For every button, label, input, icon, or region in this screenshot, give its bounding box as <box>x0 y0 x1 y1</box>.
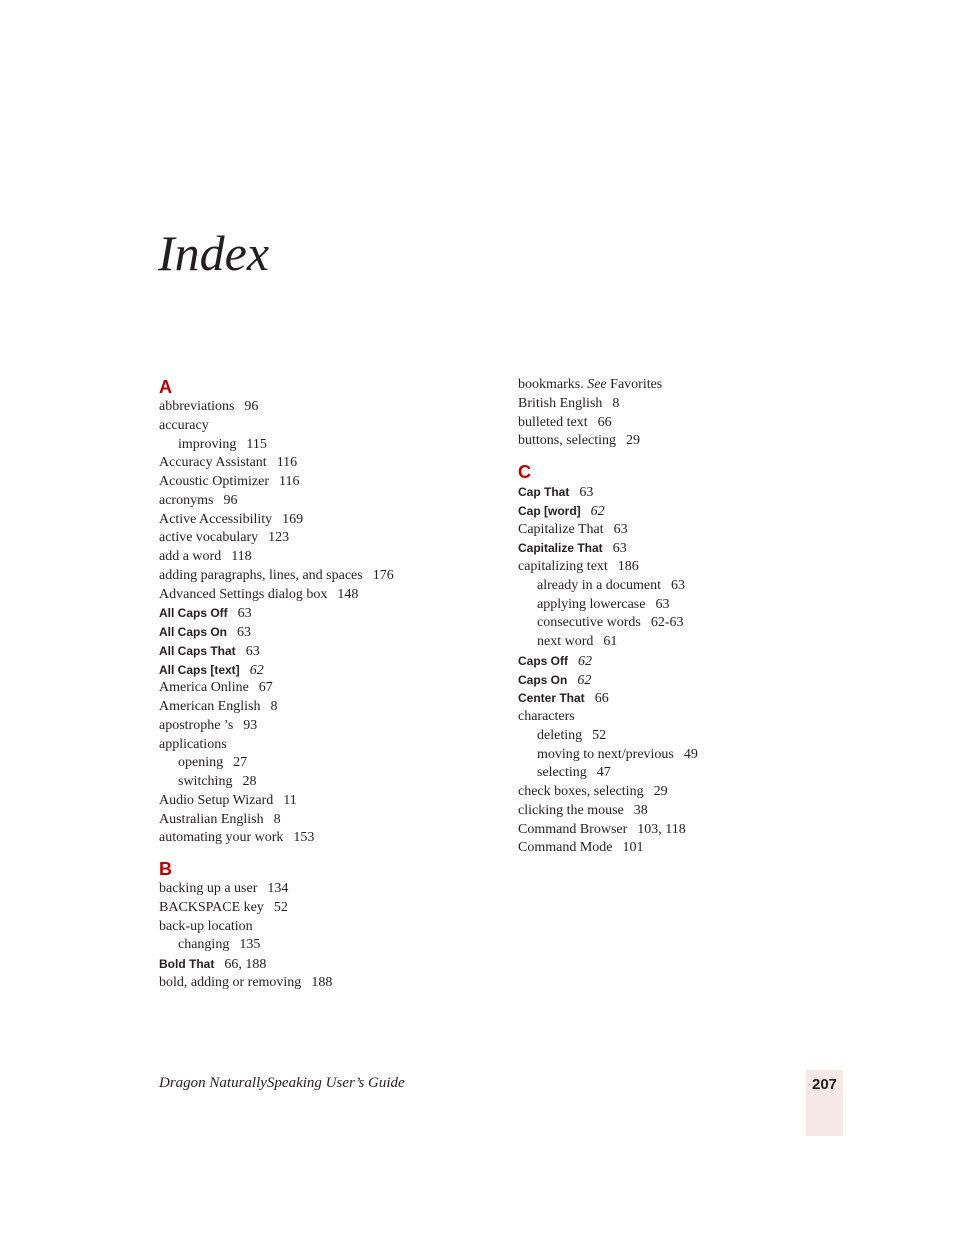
entry-pages: 62 <box>578 653 593 669</box>
entry-term: opening <box>178 755 224 771</box>
page-number: 207 <box>811 1076 838 1093</box>
entry-pages: 62 <box>590 503 605 519</box>
index-entry <box>159 974 489 993</box>
entry-pages: 123 <box>268 530 290 546</box>
entry-term: All Caps [text] <box>159 662 240 677</box>
entry-pages: 29 <box>626 433 640 449</box>
entry-pages: 63 <box>245 643 260 659</box>
entry-pages: 135 <box>239 937 261 953</box>
entry-term: capitalizing text <box>518 559 608 574</box>
entry-pages: 61 <box>603 634 618 649</box>
index-entry <box>159 586 489 605</box>
index-subentry <box>518 614 848 633</box>
see-reference: See <box>587 377 607 392</box>
entry-term: All Caps That <box>159 643 236 658</box>
entry-term: automating your work <box>159 830 284 846</box>
entry-pages: 63 <box>237 606 252 622</box>
index-entry <box>518 708 848 727</box>
index-entry <box>159 473 489 492</box>
index-entry <box>518 502 848 521</box>
entry-term: backing up a user <box>159 881 258 896</box>
entry-term: bold, adding or removing <box>159 974 302 990</box>
index-entry <box>159 918 489 937</box>
entry-term: BACKSPACE key <box>159 899 264 915</box>
index-section <box>159 858 489 993</box>
entry-pages: 118 <box>231 549 252 564</box>
entry-pages: 63 <box>671 577 686 593</box>
index-section <box>159 376 489 848</box>
index-entry <box>518 802 848 821</box>
entry-term: America Online <box>159 680 249 696</box>
entry-term: bookmarks. <box>518 377 584 392</box>
entry-term: American English <box>159 699 261 714</box>
entry-term: abbreviations <box>159 399 235 414</box>
entry-pages: 96 <box>244 399 259 414</box>
entry-pages: 29 <box>653 784 668 799</box>
entry-term: Acoustic Optimizer <box>159 474 270 489</box>
index-entry <box>518 839 848 858</box>
index-entry <box>518 414 848 433</box>
entry-term: apostrophe ’s <box>159 717 234 733</box>
entry-term: already in a document <box>537 577 662 593</box>
entry-term: All Caps Off <box>159 606 228 621</box>
entry-pages: 188 <box>311 974 333 990</box>
entry-term: British English <box>518 395 603 411</box>
index-subentry <box>518 746 848 765</box>
entry-term: adding paragraphs, lines, and spaces <box>159 567 363 583</box>
index-column-right <box>518 376 848 868</box>
entry-pages: 49 <box>683 746 698 762</box>
entry-pages: 62 <box>249 662 264 678</box>
index-entry <box>159 492 489 511</box>
index-entry <box>159 736 489 755</box>
index-entry <box>159 454 489 473</box>
entry-term: Cap [word] <box>518 503 581 518</box>
entry-pages: 153 <box>293 830 315 846</box>
entry-pages: 28 <box>242 774 257 789</box>
index-entry <box>159 623 489 642</box>
entry-term: Accuracy Assistant <box>159 455 267 471</box>
index-entry <box>518 521 848 540</box>
entry-pages: 38 <box>633 802 648 818</box>
entry-term: active vocabulary <box>159 530 259 546</box>
entry-term: Australian English <box>159 811 264 827</box>
index-entry <box>518 783 848 802</box>
index-entry <box>159 829 489 848</box>
entry-pages: 186 <box>617 559 639 574</box>
index-subentry <box>159 436 489 455</box>
entry-term: Active Accessibility <box>159 511 273 527</box>
entry-term: add a word <box>159 549 222 564</box>
index-entry <box>159 548 489 567</box>
entry-term: bulleted text <box>518 414 588 430</box>
entry-term: Capitalize That <box>518 541 603 556</box>
index-subentry <box>518 596 848 615</box>
entry-term: accuracy <box>159 417 209 433</box>
entry-pages: 66 <box>594 691 609 707</box>
index-entry <box>159 811 489 830</box>
entry-pages: 62-63 <box>650 615 684 631</box>
entry-pages: 27 <box>233 755 248 771</box>
entry-pages: 63 <box>237 625 252 640</box>
entry-term: Advanced Settings dialog box <box>159 586 328 602</box>
index-subentry <box>518 727 848 746</box>
page-number-tab <box>806 1070 843 1136</box>
entry-pages: 148 <box>337 586 359 602</box>
entry-term: Command Browser <box>518 821 628 837</box>
entry-pages: 101 <box>622 840 644 856</box>
index-subentry <box>159 773 489 792</box>
entry-term: Center That <box>518 691 585 706</box>
index-entry <box>518 652 848 671</box>
entry-pages: 63 <box>655 596 670 612</box>
index-entry <box>518 539 848 558</box>
index-entry <box>518 689 848 708</box>
page-title: Index <box>158 225 270 281</box>
index-subentry <box>518 764 848 783</box>
entry-term: back-up location <box>159 918 253 934</box>
entry-term: moving to next/previous <box>537 746 674 762</box>
entry-pages: 47 <box>596 765 611 781</box>
entry-pages: 66, 188 <box>224 957 267 972</box>
index-entry <box>159 567 489 586</box>
index-entry <box>518 376 848 395</box>
entry-pages: 63 <box>579 485 594 500</box>
entry-pages: 134 <box>267 881 289 896</box>
entry-term: Caps Off <box>518 653 569 668</box>
index-section <box>518 376 848 451</box>
entry-term: deleting <box>537 727 583 743</box>
index-entry <box>518 558 848 577</box>
index-entry <box>159 899 489 918</box>
entry-pages: 8 <box>270 699 278 714</box>
entry-pages: 96 <box>223 492 238 508</box>
entry-term: characters <box>518 709 575 724</box>
index-entry <box>518 821 848 840</box>
index-subentry <box>518 577 848 596</box>
entry-pages: 176 <box>372 567 394 583</box>
index-entry <box>159 792 489 811</box>
index-entry <box>159 398 489 417</box>
entry-pages: 63 <box>612 541 627 557</box>
entry-pages: 52 <box>273 899 288 915</box>
index-subentry <box>159 936 489 955</box>
entry-term: Command Mode <box>518 840 613 856</box>
index-entry <box>518 395 848 414</box>
entry-term: Caps On <box>518 672 568 687</box>
index-entry <box>518 432 848 451</box>
index-entry <box>159 698 489 717</box>
entry-term: clicking the mouse <box>518 802 624 818</box>
entry-pages: 103, 118 <box>637 821 686 837</box>
index-entry <box>159 880 489 899</box>
section-letter: B <box>159 859 172 879</box>
entry-pages: 8 <box>273 811 281 827</box>
index-column-left <box>159 376 489 1003</box>
index-entry <box>159 679 489 698</box>
see-target: Favorites <box>610 377 663 392</box>
entry-pages: 66 <box>597 414 612 430</box>
index-entry <box>518 483 848 502</box>
entry-term: acronyms <box>159 492 214 508</box>
entry-pages: 63 <box>613 521 628 537</box>
index-entry <box>159 661 489 680</box>
section-letter: C <box>518 462 531 482</box>
entry-term: improving <box>178 436 237 452</box>
entry-pages: 11 <box>283 792 297 808</box>
index-entry <box>159 604 489 623</box>
footer-book-title: Dragon NaturallySpeaking User’s Guide <box>159 1075 405 1091</box>
entry-pages: 116 <box>279 474 300 489</box>
entry-pages: 52 <box>592 727 607 743</box>
entry-term: check boxes, selecting <box>518 784 644 799</box>
index-entry <box>159 717 489 736</box>
entry-term: Audio Setup Wizard <box>159 792 274 808</box>
index-entry <box>159 955 489 974</box>
entry-term: Capitalize That <box>518 521 604 537</box>
index-section <box>518 461 848 858</box>
entry-term: selecting <box>537 765 587 781</box>
entry-term: applications <box>159 736 227 752</box>
index-subentry <box>159 754 489 773</box>
entry-pages: 116 <box>276 455 298 471</box>
entry-term: next word <box>537 634 594 649</box>
entry-term: applying lowercase <box>537 596 646 612</box>
entry-term: Cap That <box>518 485 570 499</box>
section-letter: A <box>159 377 172 397</box>
entry-term: Bold That <box>159 957 215 971</box>
entry-pages: 93 <box>243 717 258 733</box>
index-entry <box>518 671 848 690</box>
index-entry <box>159 511 489 530</box>
entry-term: changing <box>178 937 230 953</box>
index-subentry <box>518 633 848 652</box>
entry-term: switching <box>178 774 233 789</box>
index-entry <box>159 642 489 661</box>
index-entry <box>159 529 489 548</box>
entry-pages: 8 <box>612 395 620 411</box>
index-entry <box>159 417 489 436</box>
entry-term: All Caps On <box>159 625 228 639</box>
entry-pages: 169 <box>282 511 304 527</box>
entry-pages: 67 <box>258 680 273 696</box>
entry-term: consecutive words <box>537 615 641 631</box>
entry-pages: 62 <box>577 672 592 688</box>
entry-pages: 115 <box>246 436 267 452</box>
entry-term: buttons, selecting <box>518 433 616 449</box>
